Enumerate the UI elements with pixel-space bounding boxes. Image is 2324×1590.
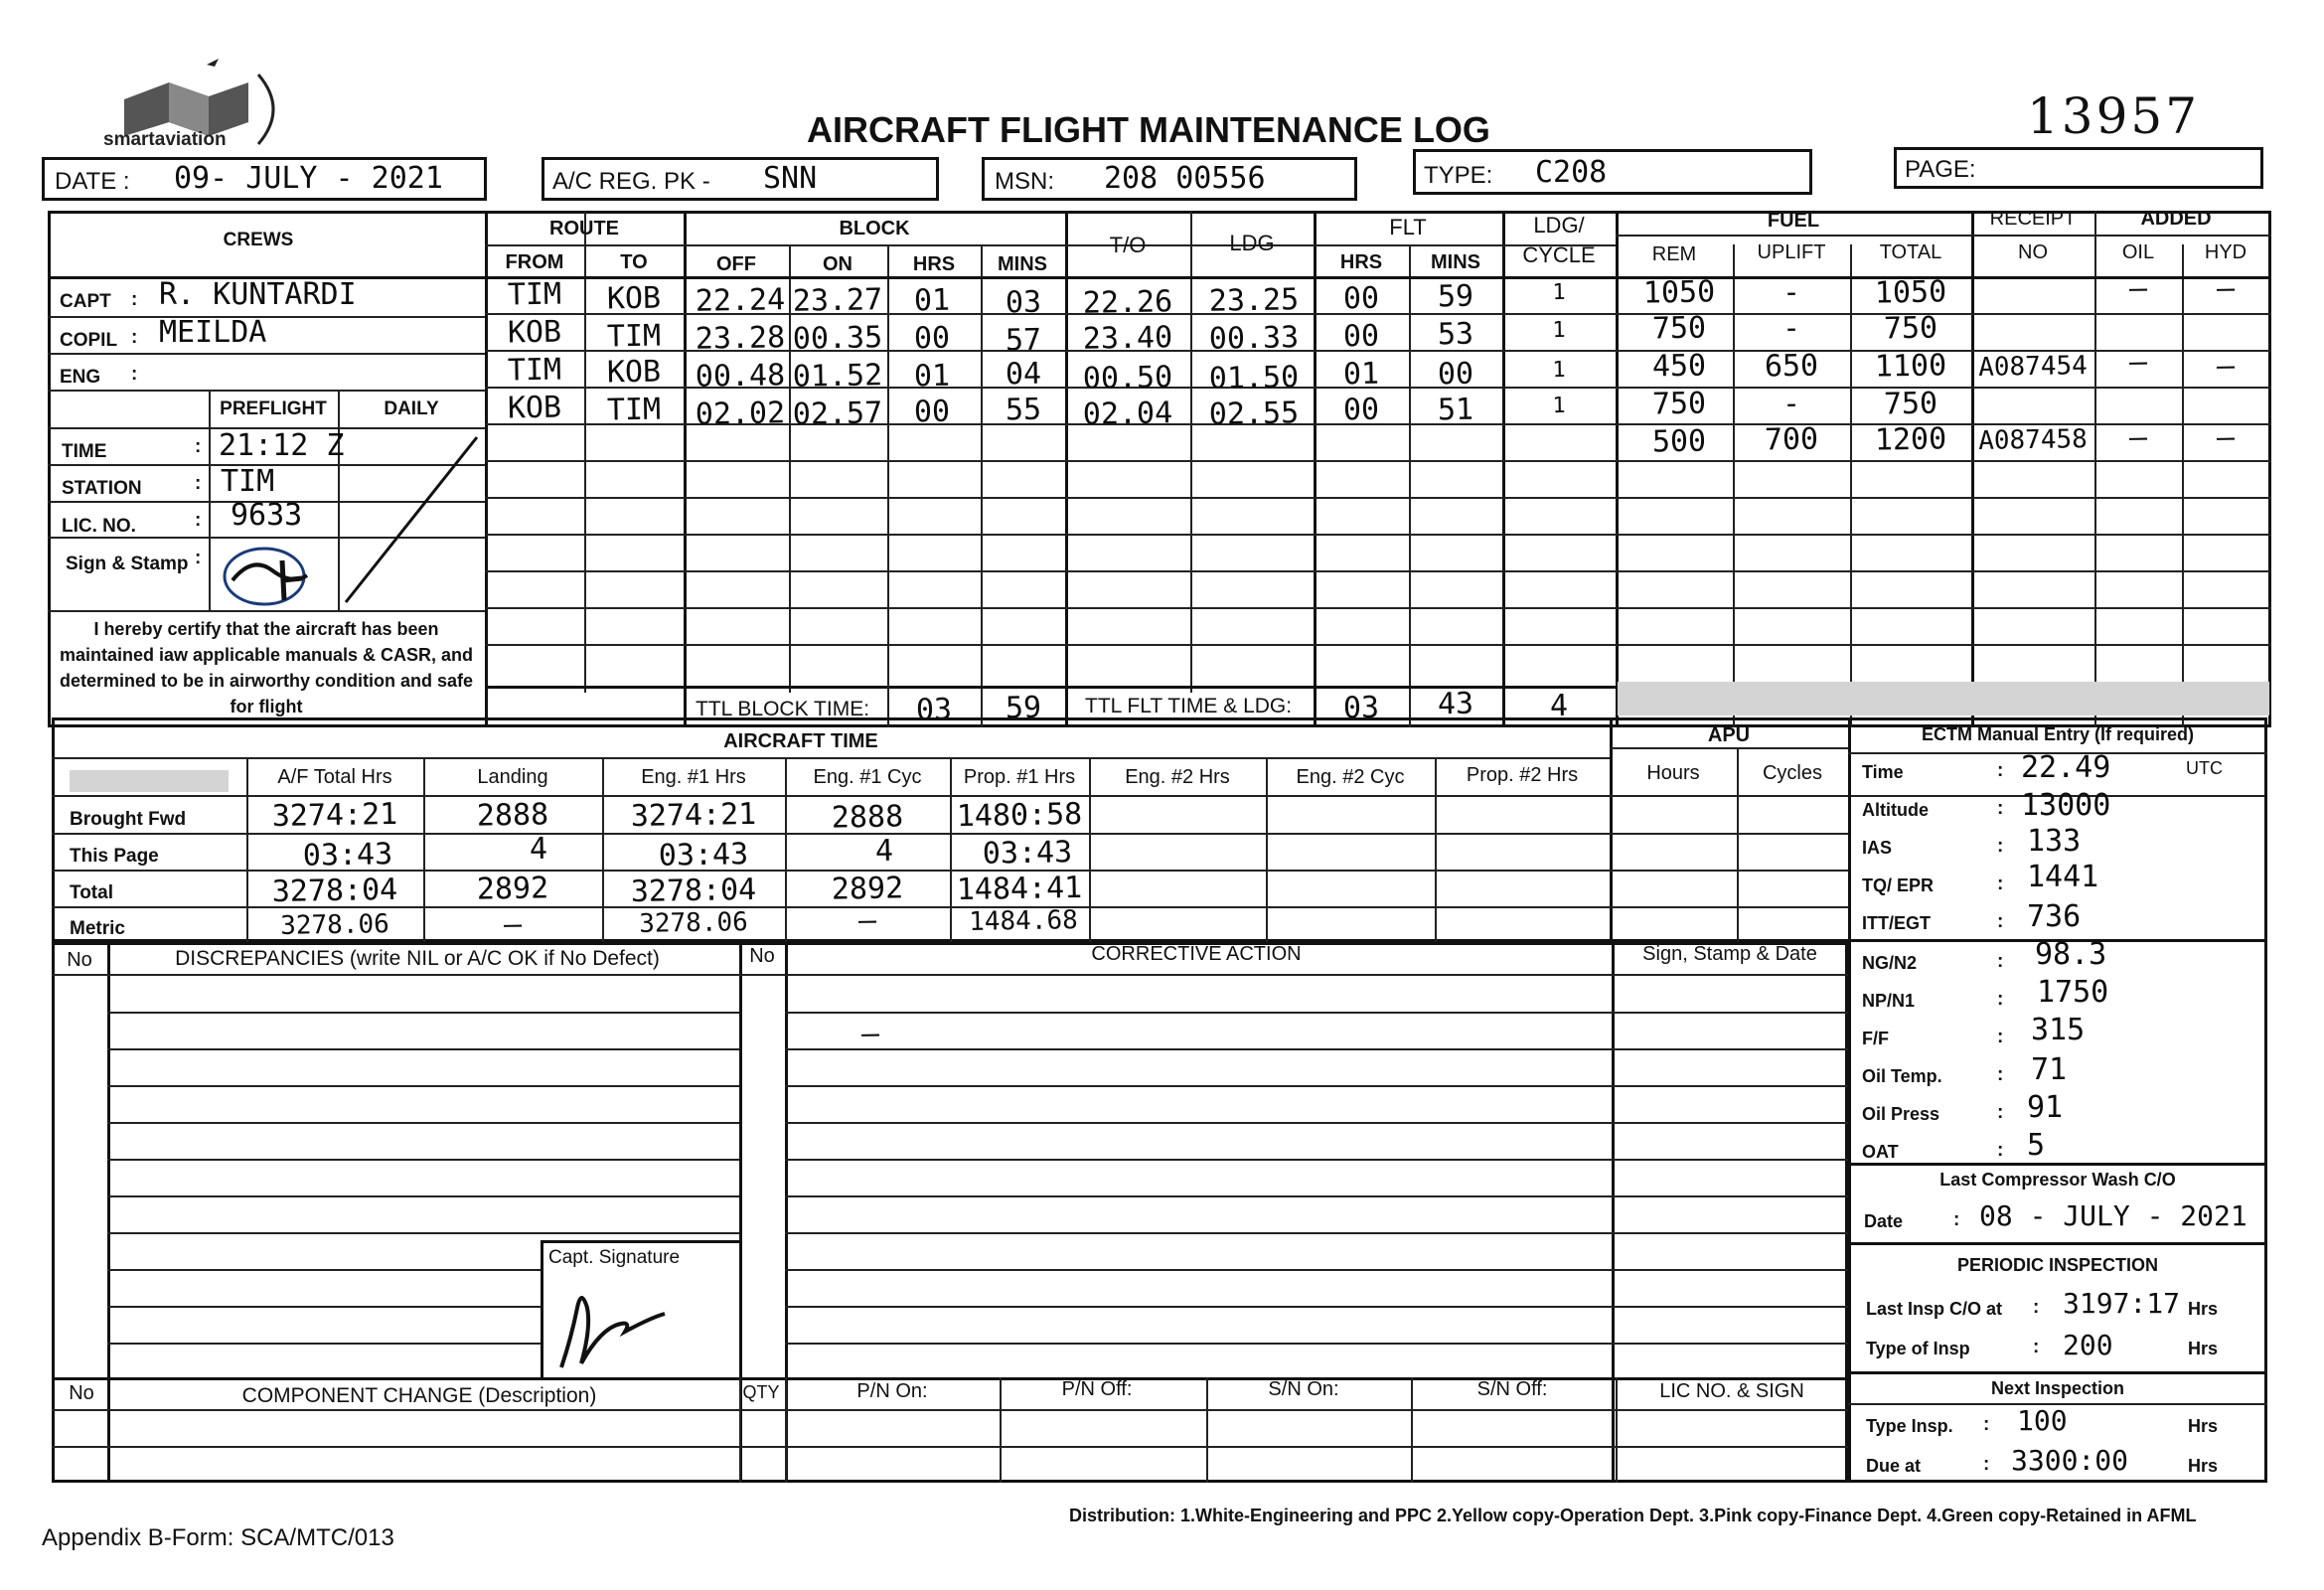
cert-line-2: maintained iaw applicable manuals & CASR, and bbox=[59, 645, 474, 665]
fuel-uplift: 650 bbox=[1764, 348, 1819, 385]
station-colon: : bbox=[195, 473, 202, 494]
flight-to-time: 22.26 bbox=[1082, 284, 1173, 321]
capt-signature-label: Capt. Signature bbox=[548, 1247, 681, 1268]
flt-mins-heading: MINS bbox=[1431, 251, 1480, 273]
msn-field[interactable] bbox=[982, 157, 1357, 201]
ectm-label: IAS bbox=[1862, 838, 1893, 858]
landing: 2892 bbox=[476, 871, 549, 907]
due-at-value: 3300:00 bbox=[2011, 1444, 2129, 1477]
type-value: C208 bbox=[1535, 155, 1608, 190]
landing: — bbox=[503, 906, 523, 943]
ectm-label: NG/N2 bbox=[1862, 953, 1918, 973]
flight-hrs: 00 bbox=[913, 394, 951, 430]
capt-value: R. KUNTARDI bbox=[159, 277, 357, 312]
capt-label: CAPT bbox=[60, 291, 111, 312]
flight-cycle: 1 bbox=[1552, 317, 1566, 344]
total-label: Total bbox=[70, 882, 113, 903]
capt-signature-icon bbox=[542, 1268, 691, 1375]
flight-on: 01.52 bbox=[792, 358, 883, 395]
discrepancy-no-heading: No bbox=[67, 949, 92, 971]
compressor-date-label: Date bbox=[1864, 1211, 1904, 1231]
logo-text: smartaviation bbox=[103, 129, 227, 150]
fuel-uplift: - bbox=[1782, 310, 1801, 347]
hrs-heading: HRS bbox=[912, 253, 956, 275]
from-heading: FROM bbox=[505, 251, 564, 273]
flight-ldg: 02.55 bbox=[1208, 396, 1300, 432]
on-heading: ON bbox=[823, 253, 852, 275]
ttl-block-label: TTL BLOCK TIME: bbox=[696, 698, 870, 720]
date-value: 09- JULY - 2021 bbox=[174, 161, 443, 196]
ectm-colon: : bbox=[1997, 798, 2004, 819]
ectm-value: 22.49 bbox=[2021, 750, 2111, 785]
ldg-cycle-heading-2: CYCLE bbox=[1522, 242, 1596, 267]
corrective-heading: CORRECTIVE ACTION bbox=[1091, 943, 1302, 965]
page-field[interactable] bbox=[1894, 147, 2263, 189]
form-id: Appendix B-Form: SCA/MTC/013 bbox=[42, 1524, 394, 1551]
apu-heading: APU bbox=[1707, 724, 1751, 746]
reg-field[interactable] bbox=[542, 157, 939, 201]
time-value: 21:12 Z bbox=[219, 428, 345, 463]
eng1-hrs: 3274:21 bbox=[630, 796, 757, 835]
flt-hrs-heading: HRS bbox=[1339, 251, 1383, 273]
next-heading: Next Inspection bbox=[1990, 1378, 2125, 1398]
prop1-hrs: 03:43 bbox=[982, 835, 1073, 872]
flight-mins: 03 bbox=[1005, 284, 1042, 321]
sign-colon: : bbox=[195, 548, 202, 568]
af-total-heading: A/F Total Hrs bbox=[277, 766, 392, 788]
daily-strike-icon bbox=[338, 427, 487, 610]
crews-heading: CREWS bbox=[223, 230, 294, 250]
pn-off-heading: P/N Off: bbox=[1061, 1378, 1133, 1400]
flight-on: 23.27 bbox=[792, 282, 883, 319]
af-total: 3278.06 bbox=[279, 909, 390, 941]
ectm-colon: : bbox=[1997, 1027, 2004, 1047]
ldg-cycle-heading-1: LDG/ bbox=[1533, 213, 1585, 238]
fuel-total: 1050 bbox=[1874, 274, 1947, 311]
fuel-rem: 450 bbox=[1651, 348, 1707, 385]
total-heading: TOTAL bbox=[1879, 241, 1942, 263]
ectm-colon: : bbox=[1997, 911, 2004, 932]
flight-hrs: 01 bbox=[913, 358, 951, 395]
uplift-heading: UPLIFT bbox=[1757, 241, 1826, 263]
flight-off: 23.28 bbox=[695, 320, 786, 357]
ectm-label: Altitude bbox=[1862, 800, 1929, 820]
reg-value: SNN bbox=[763, 161, 818, 196]
cert-line-4: for flight bbox=[230, 697, 303, 716]
ttl-block-mins: 59 bbox=[1005, 690, 1042, 726]
ectm-colon: : bbox=[1997, 1064, 2004, 1085]
flight-hrs: 01 bbox=[913, 282, 951, 319]
fuel-total: 750 bbox=[1883, 386, 1938, 422]
eng1-cyc-heading: Eng. #1 Cyc bbox=[813, 766, 922, 788]
eng2-cyc-heading: Eng. #2 Cyc bbox=[1296, 766, 1405, 788]
ectm-label: TQ/ EPR bbox=[1862, 875, 1935, 895]
eng1-cyc: 2888 bbox=[831, 799, 904, 836]
station-label: STATION bbox=[62, 478, 142, 499]
brought-fwd-label: Brought Fwd bbox=[70, 809, 187, 830]
ectm-value: 315 bbox=[2031, 1013, 2086, 1047]
ectm-value: 91 bbox=[2027, 1090, 2064, 1125]
last-insp-value: 3197:17 bbox=[2063, 1287, 2181, 1320]
off-heading: OFF bbox=[716, 253, 756, 275]
next-type-colon: : bbox=[1983, 1414, 1990, 1435]
ectm-value: 133 bbox=[2027, 824, 2082, 859]
flight-flt-hrs: 00 bbox=[1342, 318, 1380, 355]
compressor-colon: : bbox=[1953, 1209, 1960, 1230]
fuel-uplift: 700 bbox=[1764, 421, 1819, 458]
apu-hours-heading: Hours bbox=[1646, 762, 1700, 784]
flight-mins: 04 bbox=[1005, 356, 1042, 393]
fuel-total: 1100 bbox=[1874, 348, 1947, 385]
fuel-receipt: A087454 bbox=[1977, 351, 2089, 383]
flight-on: 00.35 bbox=[792, 320, 883, 357]
route-heading: ROUTE bbox=[549, 218, 619, 239]
aircraft-time-corner-shade bbox=[70, 770, 229, 792]
flight-to: TIM bbox=[606, 318, 662, 355]
fuel-total: 1200 bbox=[1874, 421, 1947, 458]
oil-heading: OIL bbox=[2121, 241, 2155, 263]
landing: 4 bbox=[529, 831, 548, 868]
flight-to-time: 23.40 bbox=[1082, 320, 1173, 357]
eng1-hrs-heading: Eng. #1 Hrs bbox=[641, 766, 746, 788]
metric-label: Metric bbox=[70, 918, 125, 939]
distribution-note: Distribution: 1.White-Engineering and PPC 2.Yellow copy-Operation Dept. 3.Pink copy-Finance Dept. 4.Green copy-Retained in AFML bbox=[1069, 1506, 2197, 1525]
ectm-value: 1750 bbox=[2037, 975, 2109, 1010]
preflight-label: PREFLIGHT bbox=[220, 398, 327, 419]
certification-text bbox=[52, 616, 481, 719]
flight-cycle: 1 bbox=[1552, 393, 1566, 419]
due-at-unit: Hrs bbox=[2188, 1456, 2219, 1476]
ectm-unit: UTC bbox=[2186, 758, 2223, 778]
flight-flt-mins: 59 bbox=[1437, 278, 1474, 315]
reg-label: A/C REG. PK - bbox=[552, 168, 710, 195]
flight-from: TIM bbox=[507, 352, 562, 389]
prop1-hrs: 1484:41 bbox=[956, 870, 1083, 908]
eng-label: ENG bbox=[60, 367, 101, 388]
flight-flt-hrs: 01 bbox=[1342, 356, 1380, 393]
fuel-receipt: A087458 bbox=[1977, 424, 2089, 456]
lic-value: 9633 bbox=[231, 498, 303, 533]
prop1-hrs: 1480:58 bbox=[956, 796, 1083, 835]
preflight-stamp-icon bbox=[213, 541, 322, 610]
next-type-value: 100 bbox=[2017, 1404, 2068, 1437]
sign-stamp-label: Sign & Stamp bbox=[66, 554, 189, 574]
aircraft-time-heading: AIRCRAFT TIME bbox=[723, 730, 878, 752]
corrective-entry: — bbox=[860, 1016, 880, 1052]
ectm-label: Time bbox=[1862, 762, 1904, 782]
ttl-block-hrs: 03 bbox=[915, 692, 953, 728]
ectm-label: Oil Press bbox=[1862, 1104, 1940, 1124]
flight-from: KOB bbox=[507, 390, 562, 426]
flight-on: 02.57 bbox=[792, 396, 883, 432]
fuel-rem: 750 bbox=[1651, 310, 1707, 347]
compressor-date-value: 08 - JULY - 2021 bbox=[1979, 1199, 2247, 1232]
fuel-hyd: — bbox=[2216, 348, 2236, 385]
type-field[interactable] bbox=[1413, 149, 1812, 195]
sn-off-heading: S/N Off: bbox=[1476, 1378, 1548, 1400]
flight-ldg: 00.33 bbox=[1208, 320, 1300, 357]
flight-mins: 57 bbox=[1005, 322, 1042, 359]
lic-colon: : bbox=[195, 510, 202, 531]
type-insp-value: 200 bbox=[2063, 1329, 2113, 1361]
last-insp-unit: Hrs bbox=[2188, 1299, 2219, 1319]
ttl-flt-hrs: 03 bbox=[1342, 690, 1380, 726]
fuel-total-shade bbox=[1618, 682, 2269, 716]
flight-ldg: 23.25 bbox=[1208, 282, 1300, 319]
prop1-hrs: 1484.68 bbox=[968, 905, 1079, 937]
eng1-cyc: — bbox=[857, 902, 877, 939]
type-insp-colon: : bbox=[2033, 1337, 2040, 1357]
fuel-heading: FUEL bbox=[1767, 210, 1820, 232]
flight-flt-mins: 51 bbox=[1437, 392, 1474, 428]
eng1-hrs: 3278.06 bbox=[638, 907, 749, 939]
landing-heading: Landing bbox=[477, 766, 548, 788]
flt-heading: FLT bbox=[1389, 215, 1427, 239]
prop2-hrs-heading: Prop. #2 Hrs bbox=[1466, 764, 1579, 786]
sign-stamp-date-heading: Sign, Stamp & Date bbox=[1642, 943, 1817, 965]
ectm-heading: ECTM Manual Entry (If required) bbox=[1921, 724, 2195, 744]
ectm-value: 736 bbox=[2027, 899, 2082, 934]
flight-to: KOB bbox=[606, 354, 662, 391]
mins-heading: MINS bbox=[998, 253, 1047, 275]
ttl-ldg: 4 bbox=[1549, 688, 1569, 724]
added-heading: ADDED bbox=[2140, 208, 2212, 230]
fuel-rem: 1050 bbox=[1642, 274, 1716, 311]
prop1-hrs-heading: Prop. #1 Hrs bbox=[963, 766, 1076, 788]
fuel-oil: — bbox=[2128, 344, 2148, 381]
receipt-heading-1: RECEIPT bbox=[1989, 208, 2077, 230]
corrective-no-heading: No bbox=[749, 945, 775, 967]
next-type-unit: Hrs bbox=[2188, 1416, 2219, 1436]
af-total: 3274:21 bbox=[271, 796, 398, 835]
eng2-hrs-heading: Eng. #2 Hrs bbox=[1125, 766, 1230, 788]
qty-heading: QTY bbox=[742, 1382, 780, 1402]
compressor-heading: Last Compressor Wash C/O bbox=[1939, 1170, 2176, 1190]
flight-flt-hrs: 00 bbox=[1342, 392, 1380, 428]
eng-colon: : bbox=[131, 364, 138, 385]
serial-number: 13957 bbox=[2027, 87, 2201, 145]
next-type-label: Type Insp. bbox=[1866, 1416, 1953, 1436]
apu-cycles-heading: Cycles bbox=[1762, 762, 1823, 784]
type-insp-label: Type of Insp bbox=[1866, 1339, 1970, 1358]
cert-line-1: I hereby certify that the aircraft has been bbox=[93, 619, 439, 639]
hyd-heading: HYD bbox=[2204, 241, 2247, 263]
flight-cycle: 1 bbox=[1552, 279, 1566, 306]
af-total: 03:43 bbox=[302, 837, 393, 874]
due-at-colon: : bbox=[1983, 1454, 1990, 1475]
eng1-hrs: 3278:04 bbox=[630, 872, 757, 910]
flight-to: TIM bbox=[606, 392, 662, 428]
pn-on-heading: P/N On: bbox=[856, 1380, 928, 1402]
ectm-value: 5 bbox=[2027, 1128, 2046, 1163]
flight-cycle: 1 bbox=[1552, 357, 1566, 384]
af-total: 3278:04 bbox=[271, 872, 398, 910]
ectm-value: 71 bbox=[2031, 1052, 2068, 1087]
flight-flt-mins: 00 bbox=[1437, 356, 1474, 393]
capt-colon: : bbox=[131, 289, 138, 310]
flight-flt-mins: 53 bbox=[1437, 316, 1474, 353]
flight-from: KOB bbox=[507, 314, 562, 351]
eng1-hrs: 03:43 bbox=[658, 837, 749, 874]
block-heading: BLOCK bbox=[839, 218, 910, 239]
ectm-colon: : bbox=[1997, 836, 2004, 857]
flight-mins: 55 bbox=[1005, 392, 1042, 428]
time-colon: : bbox=[195, 436, 202, 457]
fuel-oil: — bbox=[2128, 419, 2148, 456]
sn-on-heading: S/N On: bbox=[1268, 1378, 1339, 1400]
receipt-heading-2: NO bbox=[2018, 241, 2048, 263]
station-value: TIM bbox=[221, 464, 275, 499]
eng1-cyc: 4 bbox=[874, 833, 894, 870]
eng1-cyc: 2892 bbox=[831, 871, 904, 907]
flight-hrs: 00 bbox=[913, 320, 951, 357]
ectm-label: ITT/EGT bbox=[1862, 913, 1931, 933]
fuel-hyd: — bbox=[2216, 270, 2236, 307]
ldg-heading: LDG bbox=[1229, 231, 1275, 255]
date-label: DATE : bbox=[55, 168, 130, 195]
fuel-hyd: — bbox=[2216, 419, 2236, 456]
ectm-value: 98.3 bbox=[2035, 937, 2107, 972]
date-field[interactable] bbox=[42, 157, 487, 201]
flight-to: KOB bbox=[606, 280, 662, 317]
form-title: AIRCRAFT FLIGHT MAINTENANCE LOG bbox=[807, 109, 1490, 150]
landing: 2888 bbox=[476, 797, 549, 834]
component-no-heading: No bbox=[69, 1382, 94, 1404]
flight-ldg: 01.50 bbox=[1208, 360, 1300, 397]
copil-value: MEILDA bbox=[159, 315, 267, 350]
lic-label: LIC. NO. bbox=[62, 516, 136, 537]
fuel-uplift: - bbox=[1782, 274, 1801, 311]
to-time-heading: T/O bbox=[1109, 233, 1147, 257]
fuel-oil: — bbox=[2128, 270, 2148, 307]
time-label: TIME bbox=[62, 441, 107, 462]
page-label: PAGE: bbox=[1905, 156, 1976, 183]
ectm-colon: : bbox=[1997, 1102, 2004, 1123]
ectm-label: NP/N1 bbox=[1862, 991, 1916, 1011]
company-logo bbox=[99, 55, 288, 154]
flight-off: 02.02 bbox=[695, 396, 786, 432]
lic-sign-heading: LIC NO. & SIGN bbox=[1659, 1380, 1804, 1402]
ectm-label: OAT bbox=[1862, 1142, 1899, 1162]
ttl-flt-mins: 43 bbox=[1437, 686, 1474, 722]
flight-from: TIM bbox=[507, 276, 562, 313]
fuel-uplift: - bbox=[1782, 386, 1801, 422]
ectm-colon: : bbox=[1997, 951, 2004, 972]
due-at-label: Due at bbox=[1866, 1456, 1922, 1476]
flight-flt-hrs: 00 bbox=[1342, 280, 1380, 317]
this-page-label: This Page bbox=[70, 846, 159, 867]
last-insp-label: Last Insp C/O at bbox=[1866, 1299, 2003, 1319]
ectm-colon: : bbox=[1997, 874, 2004, 894]
to-heading: TO bbox=[620, 251, 648, 273]
periodic-heading: PERIODIC INSPECTION bbox=[1956, 1255, 2159, 1275]
component-heading: COMPONENT CHANGE (Description) bbox=[241, 1384, 597, 1407]
rem-heading: REM bbox=[1651, 243, 1697, 265]
flight-to-time: 00.50 bbox=[1082, 360, 1173, 397]
ttl-flt-label: TTL FLT TIME & LDG: bbox=[1085, 695, 1293, 717]
cert-line-3: determined to be in airworthy condition and safe bbox=[59, 671, 474, 691]
msn-label: MSN: bbox=[995, 168, 1054, 195]
daily-label: DAILY bbox=[384, 398, 439, 419]
copil-label: COPIL bbox=[60, 330, 118, 351]
type-label: TYPE: bbox=[1424, 162, 1493, 189]
fuel-total: 750 bbox=[1883, 310, 1938, 347]
type-insp-unit: Hrs bbox=[2188, 1339, 2219, 1358]
ectm-label: F/F bbox=[1862, 1029, 1889, 1048]
ectm-label: Oil Temp. bbox=[1862, 1066, 1942, 1086]
discrepancy-heading: DISCREPANCIES (write NIL or A/C OK if No Defect) bbox=[175, 947, 660, 970]
msn-value: 208 00556 bbox=[1104, 161, 1266, 196]
ectm-value: 13000 bbox=[2021, 788, 2111, 823]
last-insp-colon: : bbox=[2033, 1297, 2040, 1318]
copil-colon: : bbox=[131, 327, 138, 348]
ectm-colon: : bbox=[1997, 1140, 2004, 1161]
ectm-value: 1441 bbox=[2027, 860, 2099, 894]
ectm-colon: : bbox=[1997, 760, 2004, 781]
flight-off: 22.24 bbox=[695, 282, 786, 319]
ectm-colon: : bbox=[1997, 989, 2004, 1010]
fuel-rem: 750 bbox=[1651, 386, 1707, 422]
flight-off: 00.48 bbox=[695, 358, 786, 395]
fuel-rem: 500 bbox=[1651, 423, 1707, 460]
flight-to-time: 02.04 bbox=[1082, 396, 1173, 432]
